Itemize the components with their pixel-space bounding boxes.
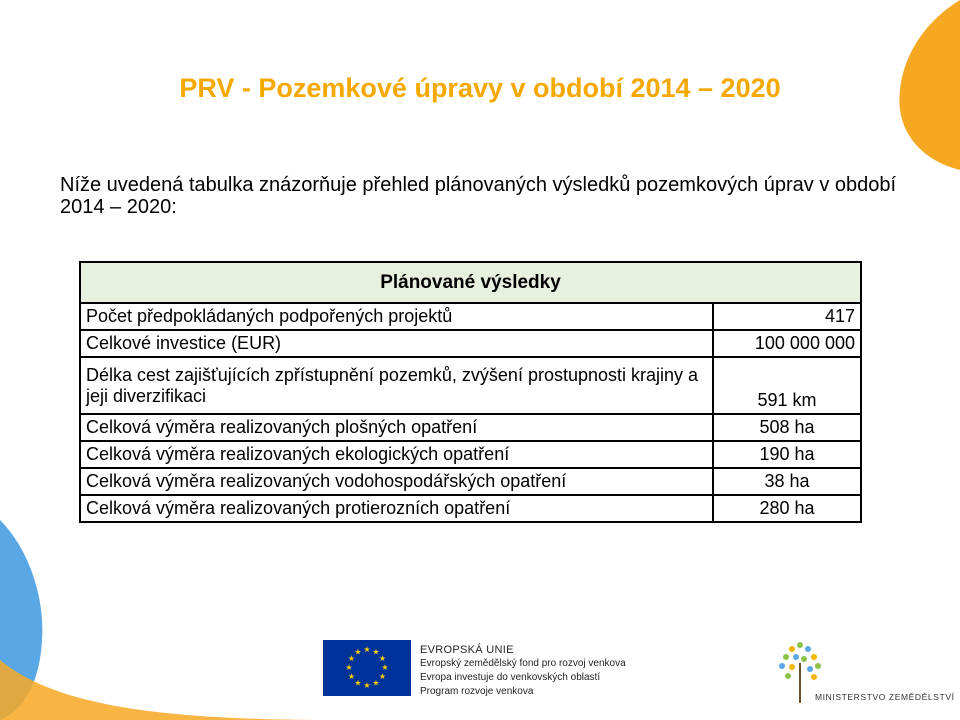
table-header-row (80, 262, 861, 303)
row-label: Délka cest zajišťujících zpřístupnění pozemků, zvýšení prostupnosti krajiny a jeji diverzifikaci (80, 357, 713, 414)
eu-line: Evropa investuje do venkovských oblastí (420, 672, 601, 683)
row-label: Celková výměra realizovaných protierozních opatření (80, 495, 713, 522)
row-value: 190 ha (713, 441, 861, 468)
ministry-name: MINISTERSTVO ZEMĚDĚLSTVÍ (815, 692, 955, 702)
intro-text: Níže uvedená tabulka znázorňuje přehled plánovaných výsledků pozemkových úprav v období 2014 – 2020: (60, 174, 897, 218)
table-row (80, 495, 861, 522)
svg-text:★: ★ (363, 681, 371, 690)
table-header: Plánované výsledky (80, 262, 861, 303)
table-row (80, 357, 861, 414)
row-value: 417 (713, 303, 861, 330)
svg-text:★: ★ (347, 654, 356, 663)
eu-line: Evropský zemědělský fond pro rozvoj venkova (420, 658, 626, 669)
row-label: Celkové investice (EUR) (80, 330, 713, 357)
table-row (80, 414, 861, 441)
table-row (80, 441, 861, 468)
eu-flag-icon (323, 640, 411, 696)
svg-text:★: ★ (354, 647, 362, 657)
svg-text:★: ★ (378, 672, 387, 681)
row-label: Celková výměra realizovaných plošných opatření (80, 414, 713, 441)
svg-text:★: ★ (378, 654, 387, 663)
table-row (80, 330, 861, 357)
eu-line: EVROPSKÁ UNIE (420, 644, 514, 656)
table-row (80, 303, 861, 330)
svg-text:★: ★ (354, 678, 362, 688)
svg-text:★: ★ (372, 678, 380, 688)
slide-title: PRV - Pozemkové úpravy v období 2014 – 2020 (179, 73, 781, 103)
svg-text:★: ★ (363, 645, 371, 654)
svg-text:★: ★ (372, 647, 380, 657)
corner-decoration-bottom-left (0, 620, 340, 720)
eu-line: Program rozvoje venkova (420, 686, 534, 697)
row-label: Celková výměra realizovaných ekologických opatření (80, 441, 713, 468)
svg-text:★: ★ (347, 672, 356, 681)
row-value: 508 ha (713, 414, 861, 441)
row-label: Počet předpokládaných podpořených projektů (80, 303, 713, 330)
table-row (80, 468, 861, 495)
svg-text:★: ★ (345, 663, 353, 672)
planned-results-table (79, 261, 862, 523)
row-value: 280 ha (713, 495, 861, 522)
row-value: 591 km (713, 357, 861, 414)
row-value: 100 000 000 (713, 330, 861, 357)
svg-text:★: ★ (381, 663, 389, 672)
eu-funding-text (420, 643, 626, 699)
row-value: 38 ha (713, 468, 861, 495)
row-label: Celková výměra realizovaných vodohospodářských opatření (80, 468, 713, 495)
